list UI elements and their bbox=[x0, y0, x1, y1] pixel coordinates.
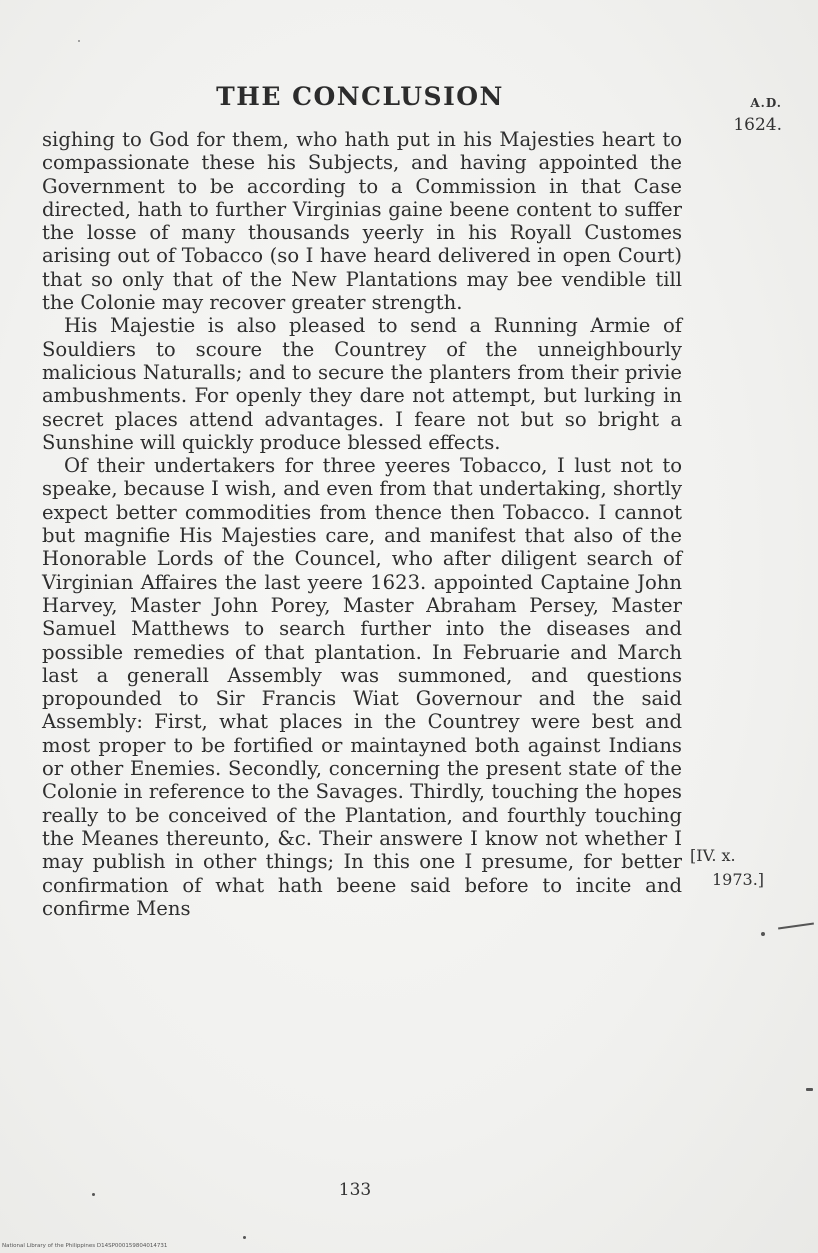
paragraph-2: His Majestie is also pleased to send a Running Armie of Souldiers to scoure the Countrey of the unneighbourly malicious Naturalls; and to secure the planters from their privie ambushments. For openly they dare not attempt, but lurking in secret places attend advantages. I feare not but so bright a Sunshine will quickly produce blessed effects. bbox=[42, 314, 682, 454]
paragraph-3: Of their undertakers for three yeeres Tobacco, I lust not to speake, because I wish, and even from that undertaking, shortly expect better commodities from thence then Tobacco. I cannot but magnifie His Majesties care, and manifest that also of the Honorable Lords of the Councel, who after diligent search of Virginian Affaires the last yeere 1623. appointed Captaine John Harvey, Master John Porey, Master Abraham Persey, Master Samuel Matthews to search further into the diseases and possible remedies of that plantation. In Februarie and March last a generall Assembly was summoned, and questions propounded to Sir Francis Wiat Governour and the said Assembly: First, what places in the Countrey were best and most proper to be fortified or maintayned both against Indians or other Enemies. Secondly, concerning the present state of the Colonie in reference to the Savages. Thirdly, touching the hopes really to be conceived of the Plantation, and fourthly touching the Meanes thereunto, &c. Their answere I know not whether I may publish in other things; In this one I presume, for better confirmation of what hath beene said before to incite and confirme Mens bbox=[42, 454, 683, 920]
scan-speck bbox=[806, 1088, 813, 1091]
margin-date-era: A.D. bbox=[750, 96, 782, 110]
scan-speck bbox=[78, 40, 80, 42]
scan-speck bbox=[92, 1193, 95, 1196]
margin-reference bbox=[690, 844, 764, 892]
margin-date bbox=[733, 92, 782, 136]
paragraph-1: sighing to God for them, who hath put in his Majesties heart to compassionate these his Subjects, and having appointed the Government to be according to a Commission in that Case directed, hath to further Virginias gaine beene content to suffer the losse of many thousands yeerly in his Royall Customes arising out of Tobacco (so I have heard delivered in open Court) that so only that of the New Plantations may bee vendible till the Colonie may recover greater strength. bbox=[42, 128, 682, 315]
margin-reference-line-1: [IV. x. bbox=[690, 846, 736, 865]
scan-speck bbox=[761, 932, 765, 936]
margin-date-year: 1624. bbox=[733, 115, 782, 135]
body-text bbox=[42, 128, 682, 920]
scan-speck bbox=[243, 1236, 246, 1239]
running-head: THE CONCLUSION bbox=[216, 82, 504, 111]
scan-credit: National Library of the Philippines D14SP000159804014731 bbox=[2, 1243, 168, 1249]
margin-reference-line-2: 1973.] bbox=[712, 870, 765, 889]
page-number: 133 bbox=[338, 1180, 372, 1200]
